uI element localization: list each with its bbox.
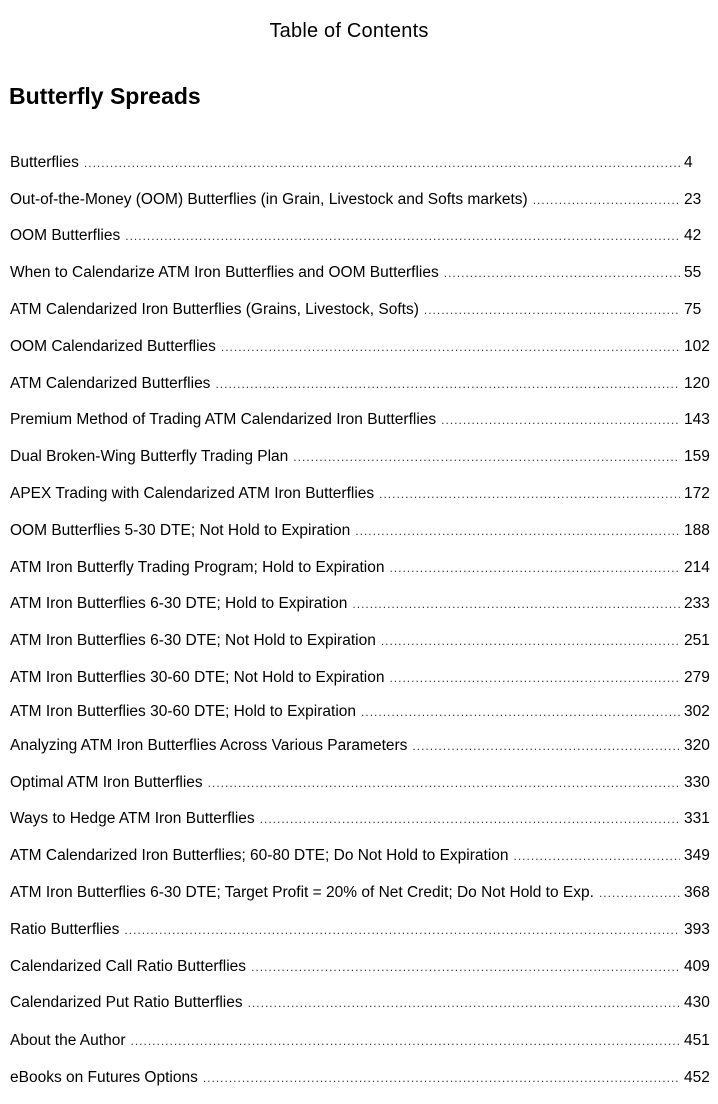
page-title: Table of Contents	[269, 20, 429, 42]
toc-entry[interactable]	[10, 737, 710, 757]
toc-entry-page: 302	[684, 703, 710, 720]
dot-leader	[260, 812, 680, 826]
toc-entry-page: 393	[684, 921, 710, 938]
toc-entry-title: When to Calendarize ATM Iron Butterflies and OOM Butterflies	[10, 264, 439, 281]
dot-leader	[379, 487, 680, 501]
dot-leader	[293, 450, 680, 464]
dot-leader	[441, 413, 680, 427]
toc-entry-page: 188	[684, 522, 710, 539]
toc-entry-page: 55	[684, 264, 702, 281]
toc-entry-title: ATM Iron Butterflies 6-30 DTE; Not Hold to Expiration	[10, 632, 376, 649]
toc-entry-page: 409	[684, 958, 710, 975]
toc-entry[interactable]	[10, 227, 710, 247]
toc-entry-title: ATM Calendarized Iron Butterflies (Grains, Livestock, Softs)	[10, 301, 419, 318]
toc-entry-page: 120	[684, 375, 710, 392]
toc-entry-title: Butterflies	[10, 154, 79, 171]
toc-entry[interactable]	[10, 884, 710, 904]
toc-entry[interactable]	[10, 958, 710, 978]
toc-entry-page: 368	[684, 884, 710, 901]
toc-entry-title: OOM Butterflies 5-30 DTE; Not Hold to Expiration	[10, 522, 351, 539]
toc-entry-title: Ratio Butterflies	[10, 921, 120, 938]
dot-leader	[355, 524, 680, 538]
toc-entry-title: Calendarized Call Ratio Butterflies	[10, 958, 247, 975]
toc-entry-page: 452	[684, 1069, 710, 1086]
toc-entry-page: 451	[684, 1032, 710, 1049]
toc-entry[interactable]	[10, 595, 710, 615]
dot-leader	[124, 923, 680, 937]
toc-entry-page: 143	[684, 411, 710, 428]
dot-leader	[389, 561, 680, 575]
toc-entry-title: ATM Iron Butterflies 6-30 DTE; Target Profit = 20% of Net Credit; Do Not Hold to Exp.	[10, 884, 594, 901]
toc-entry-title: Out-of-the-Money (OOM) Butterflies (in Grain, Livestock and Softs markets)	[10, 191, 528, 208]
toc-entry[interactable]	[10, 632, 710, 652]
toc-entry-page: 330	[684, 774, 710, 791]
toc-entry-title: ATM Iron Butterflies 30-60 DTE; Hold to Expiration	[10, 703, 357, 720]
dot-leader	[215, 377, 680, 391]
toc-entry-page: 233	[684, 595, 710, 612]
toc-entry-title: Premium Method of Trading ATM Calendarized Iron Butterflies	[10, 411, 437, 428]
toc-entry-title: ATM Iron Butterfly Trading Program; Hold to Expiration	[10, 559, 385, 576]
toc-entry[interactable]	[10, 485, 710, 505]
toc-entry-title: Calendarized Put Ratio Butterflies	[10, 994, 243, 1011]
toc-entry-title: About the Author	[10, 1032, 126, 1049]
toc-entry-page: 320	[684, 737, 710, 754]
dot-leader	[514, 849, 680, 863]
toc-entry-page: 75	[684, 301, 702, 318]
toc-entry-page: 331	[684, 810, 710, 827]
toc-entry-title: Dual Broken-Wing Butterfly Trading Plan	[10, 448, 289, 465]
toc-entry-title: OOM Butterflies	[10, 227, 121, 244]
toc-entry-title: Analyzing ATM Iron Butterflies Across Various Parameters	[10, 737, 408, 754]
toc-entry-page: 102	[684, 338, 710, 355]
toc-entry-page: 4	[684, 154, 693, 171]
toc-entry[interactable]	[10, 994, 710, 1014]
toc-entry[interactable]	[10, 522, 710, 542]
dot-leader	[412, 739, 680, 753]
dot-leader	[125, 229, 680, 243]
toc-entry[interactable]	[10, 375, 710, 395]
toc-entry-title: Optimal ATM Iron Butterflies	[10, 774, 203, 791]
toc-entry-title: Ways to Hedge ATM Iron Butterflies	[10, 810, 255, 827]
toc-entry-page: 430	[684, 994, 710, 1011]
toc-entry-title: ATM Iron Butterflies 30-60 DTE; Not Hold to Expiration	[10, 669, 385, 686]
toc-entry[interactable]	[10, 559, 710, 579]
toc-entry-page: 23	[684, 191, 702, 208]
toc-entry[interactable]	[10, 1032, 710, 1052]
toc-entry-title: ATM Calendarized Iron Butterflies; 60-80 DTE; Do Not Hold to Expiration	[10, 847, 509, 864]
dot-leader	[361, 705, 680, 719]
dot-leader	[251, 960, 680, 974]
toc-entry-page: 172	[684, 485, 710, 502]
dot-leader	[389, 671, 680, 685]
toc-entry[interactable]	[10, 774, 710, 794]
toc-entry[interactable]	[10, 810, 710, 830]
dot-leader	[248, 996, 680, 1010]
toc-entry-page: 251	[684, 632, 710, 649]
dot-leader	[208, 776, 680, 790]
toc-entry-title: ATM Iron Butterflies 6-30 DTE; Hold to Expiration	[10, 595, 348, 612]
toc-entry-page: 279	[684, 669, 710, 686]
section-heading: Butterfly Spreads	[9, 83, 201, 109]
dot-leader	[599, 886, 680, 900]
dot-leader	[444, 266, 680, 280]
toc-entry[interactable]	[10, 1069, 710, 1089]
dot-leader	[352, 597, 680, 611]
toc-entry[interactable]	[10, 338, 710, 358]
toc-entry[interactable]	[10, 301, 710, 321]
dot-leader	[130, 1034, 680, 1048]
toc-entry-page: 159	[684, 448, 710, 465]
toc-entry-title: eBooks on Futures Options	[10, 1069, 198, 1086]
toc-entry[interactable]	[10, 703, 710, 723]
toc-entry[interactable]	[10, 191, 710, 211]
toc-entry-title: ATM Calendarized Butterflies	[10, 375, 211, 392]
toc-entry[interactable]	[10, 847, 710, 867]
toc-entry-page: 42	[684, 227, 702, 244]
toc-entry-page: 349	[684, 847, 710, 864]
dot-leader	[533, 193, 680, 207]
toc-entry-title: OOM Calendarized Butterflies	[10, 338, 216, 355]
dot-leader	[424, 303, 680, 317]
toc-entry[interactable]	[10, 921, 710, 941]
toc-entry[interactable]	[10, 411, 710, 431]
dot-leader	[221, 340, 680, 354]
toc-entry[interactable]	[10, 154, 710, 174]
dot-leader	[381, 634, 680, 648]
toc-entry-title: APEX Trading with Calendarized ATM Iron Butterflies	[10, 485, 375, 502]
toc-entry[interactable]	[10, 669, 710, 689]
dot-leader	[203, 1071, 680, 1085]
toc-entry[interactable]	[10, 448, 710, 468]
dot-leader	[84, 156, 680, 170]
toc-entry[interactable]	[10, 264, 710, 284]
toc-entry-page: 214	[684, 559, 710, 576]
